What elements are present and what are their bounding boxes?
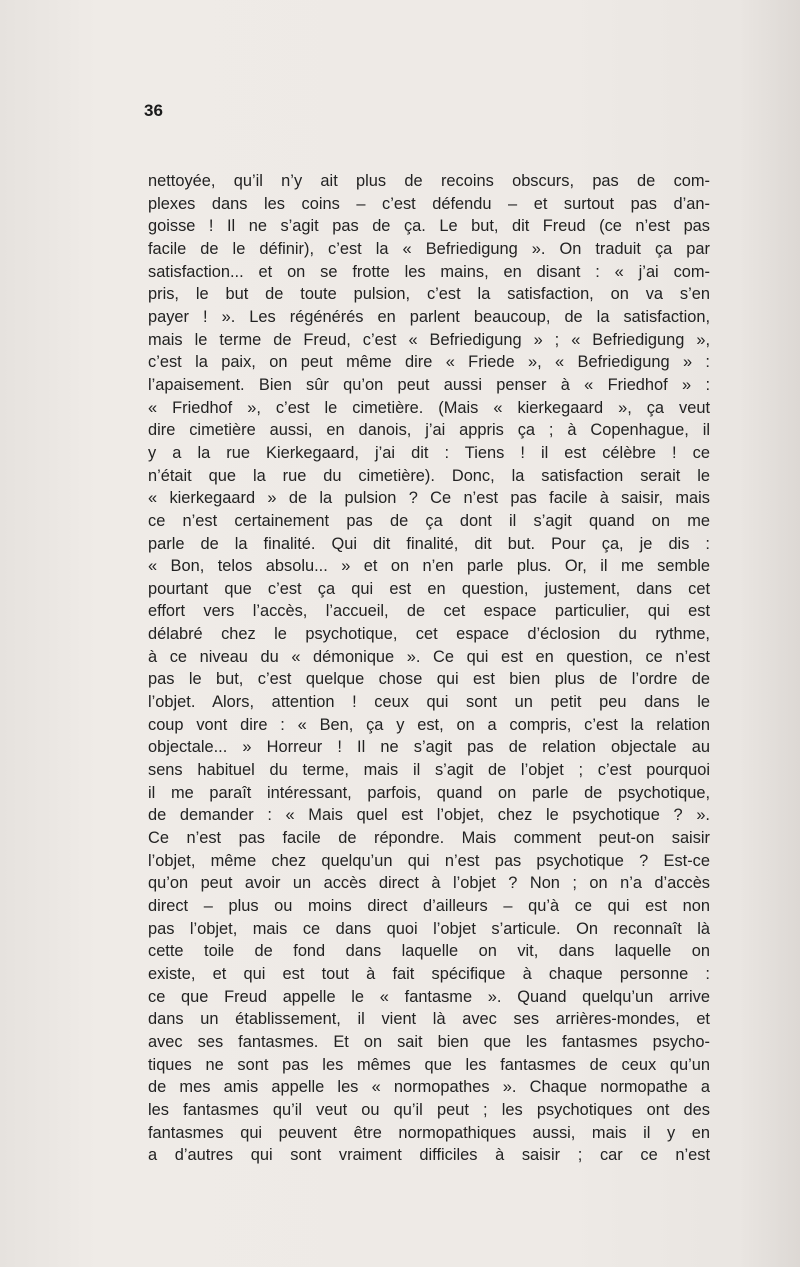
text-line: sens habituel du terme, mais il s’agit de l’objet ; c’est pourquoi bbox=[148, 761, 710, 780]
text-line: à ce niveau du « démonique ». Ce qui est en question, ce n’est bbox=[148, 647, 710, 666]
text-line: a d’autres qui sont vraiment difficiles à saisir ; car ce n’est bbox=[148, 1146, 710, 1165]
text-line: pris, le but de toute pulsion, c’est la satisfaction, on va s’en bbox=[148, 285, 710, 304]
text-line: avec ses fantasmes. Et on sait bien que les fantasmes psycho- bbox=[148, 1032, 710, 1051]
text-line: payer ! ». Les régénérés en parlent beaucoup, de la satisfaction, bbox=[148, 307, 710, 326]
page-number: 36 bbox=[144, 101, 163, 120]
text-line: y a la rue Kierkegaard, j’ai dit : Tiens ! il est célèbre ! ce bbox=[148, 443, 710, 462]
text-line: parle de la finalité. Qui dit finalité, dit but. Pour ça, je dis : bbox=[148, 534, 710, 553]
text-line: l’objet, même chez quelqu’un qui n’est pas psychotique ? Est-ce bbox=[148, 851, 710, 870]
page-edge-shadow bbox=[740, 0, 800, 1267]
text-line: « kierkegaard » de la pulsion ? Ce n’est pas facile à saisir, mais bbox=[148, 489, 710, 508]
text-line: l’apaisement. Bien sûr qu’on peut aussi penser à « Friedhof » : bbox=[148, 375, 710, 394]
body-text bbox=[148, 170, 710, 1167]
text-line: « Bon, telos absolu... » et on n’en parle plus. Or, il me semble bbox=[148, 557, 710, 576]
text-line: Ce n’est pas facile de répondre. Mais comment peut-on saisir bbox=[148, 829, 710, 848]
text-line: de mes amis appelle les « normopathes ». Chaque normopathe a bbox=[148, 1078, 710, 1097]
text-line: n’était que la rue du cimetière). Donc, la satisfaction serait le bbox=[148, 466, 710, 485]
text-line: dans un établissement, il vient là avec ses arrières-mondes, et bbox=[148, 1010, 710, 1029]
text-line: c’est la paix, on peut même dire « Friede », « Befriedigung » : bbox=[148, 353, 710, 372]
text-line: délabré chez le psychotique, cet espace d’éclosion du rythme, bbox=[148, 625, 710, 644]
text-line: goisse ! Il ne s’agit pas de ça. Le but, dit Freud (ce n’est pas bbox=[148, 217, 710, 236]
text-line: cette toile de fond dans laquelle on vit, dans laquelle on bbox=[148, 942, 710, 961]
text-line: pas l’objet, mais ce dans quoi l’objet s’articule. On reconnaît là bbox=[148, 919, 710, 938]
text-line: satisfaction... et on se frotte les mains, en disant : « j’ai com- bbox=[148, 262, 710, 281]
text-line: direct – plus ou moins direct d’ailleurs – qu’à ce qui est non bbox=[148, 897, 710, 915]
text-line: tiques ne sont pas les mêmes que les fantasmes de ceux qu’un bbox=[148, 1055, 710, 1074]
text-line: dire cimetière aussi, en danois, j’ai appris ça ; à Copenhague, il bbox=[148, 421, 710, 440]
text-line: effort vers l’accès, l’accueil, de cet espace particulier, qui est bbox=[148, 602, 710, 621]
text-line: les fantasmes qu’il veut ou qu’il peut ; les psychotiques ont des bbox=[148, 1100, 710, 1119]
text-line: objectale... » Horreur ! Il ne s’agit pas de relation objectale au bbox=[148, 738, 710, 757]
text-line: mais le terme de Freud, c’est « Befriedigung » ; « Befriedigung », bbox=[148, 330, 710, 349]
text-line: l’objet. Alors, attention ! ceux qui sont un petit peu dans le bbox=[148, 693, 710, 712]
text-line: de demander : « Mais quel est l’objet, chez le psychotique ? ». bbox=[148, 806, 710, 825]
text-line: « Friedhof », c’est le cimetière. (Mais « kierkegaard », ça veut bbox=[148, 398, 710, 417]
text-line: ce n’est certainement pas de ça dont il s’agit quand on me bbox=[148, 511, 710, 530]
text-line: pas le but, c’est quelque chose qui est bien plus de l’ordre de bbox=[148, 670, 710, 689]
text-line: existe, et qui est tout à fait spécifique à chaque personne : bbox=[148, 964, 710, 983]
text-line: facile de le définir), c’est la « Befriedigung ». On traduit ça par bbox=[148, 239, 710, 258]
text-line: pourtant que c’est ça qui est en question, justement, dans cet bbox=[148, 579, 710, 598]
text-line: ce que Freud appelle le « fantasme ». Quand quelqu’un arrive bbox=[148, 987, 710, 1006]
text-line: nettoyée, qu’il n’y ait plus de recoins obscurs, pas de com- bbox=[148, 172, 710, 190]
text-line: plexes dans les coins – c’est défendu – et surtout pas d’an- bbox=[148, 194, 710, 213]
text-line: fantasmes qui peuvent être normopathiques aussi, mais il y en bbox=[148, 1123, 710, 1142]
text-line: il me paraît intéressant, parfois, quand on parle de psychotique, bbox=[148, 783, 710, 802]
text-line: coup vont dire : « Ben, ça y est, on a compris, c’est la relation bbox=[148, 715, 710, 734]
text-line: qu’on peut avoir un accès direct à l’objet ? Non ; on n’a d’accès bbox=[148, 874, 710, 893]
